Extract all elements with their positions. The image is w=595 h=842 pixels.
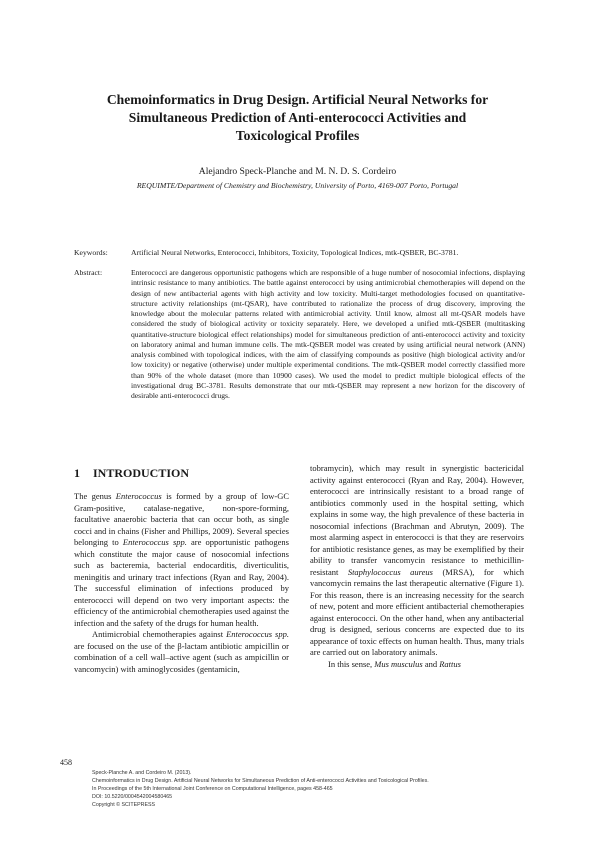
affiliation: REQUIMTE/Department of Chemistry and Biochemistry, University of Porto, 4169-007 Porto, Portugal — [136, 181, 459, 190]
title-line-2: Simultaneous Prediction of Anti-enterococci Activities and — [128, 110, 467, 125]
species-name: Enterococcus spp. — [122, 537, 187, 547]
keywords-label: Keywords: — [74, 248, 108, 257]
species-name: Rattus — [439, 658, 461, 669]
section-title: INTRODUCTION — [93, 466, 190, 480]
title-line-3: Toxicological Profiles — [235, 128, 360, 143]
keywords-text: Artificial Neural Networks, Enterococci, Inhibitors, Toxicity, Topological Indices, mtk-QSBER, BC-3781. — [131, 248, 459, 257]
species-name: Mus musculus — [374, 658, 423, 669]
paragraph: tobramycin), which may result in synergistic bactericidal activity against enterococci (Ryan and Ray, 2004). However, enterococci are intrinsically resistant to a broad range of antibiotics commonly used in the hospital setting, which explains in some way, the high prevalence of these bacteria in nosocomial infections (Brachman and Abrutyn, 2009). The most alarming aspect in enterococci is that they are reservoirs for antibiotic resistance genes, as may be exemplified by their ability to transfer vancomycin resistance to methicillin-resistant Staphylococcus aureus (MRSA), for which vancomycin remains the last therapeutic alternative (Figure 1). For this reason, there is an increasing necessity for the search of new, potent and more efficient antibacterial chemotherapies against enterococci. On the other hand, when any antibacterial drug is designed, serious concerns are expected due to its appearance of toxic effects on human health. Thus, many trials are carried out on laboratory animals. — [310, 463, 524, 657]
footer-line: Chemoinformatics in Drug Design. Artificial Neural Networks for Simultaneous Prediction of Anti-enterococci Activities and Toxicological Profiles. — [92, 778, 429, 784]
paper-title — [60, 91, 535, 145]
footer-line: In Proceedings of the 5th International Joint Conference on Computational Intelligence, pages 458-465 — [92, 786, 333, 792]
paragraph: The genus Enterococcus is formed by a group of low-GC Gram-positive, catalase-negative, non-spore-forming, facultative anaerobic bacteria that can occur both, as single cocci and in chains (Fisher and Phillips, 2009). Several species belonging to Enterococcus spp. are opportunistic pathogens which constitute the major cause of nosocomial infections such as bacteremia, bacterial endocarditis, diverticulitis, meningitis and urinary tract infections (Ryan and Ray, 2004). The successful elimination of infections produced by enterococci will depend on two very important aspects: the efficiency of the antimicrobial chemotherapies used against the infection and the safety of the drugs for human health. — [74, 491, 289, 628]
footer-line: Speck-Planche A. and Cordeiro M. (2013). — [92, 770, 192, 776]
abstract-text: Enterococci are dangerous opportunistic pathogens which are responsible of a huge number of nosocomial infections, displaying intrinsic resistance to many antibiotics. The battle against enterococci by using antimicrobial chemotherapies will depend on the design of new antibacterial agents with high activity and low toxicity. Multi-target methodologies focused on quantitative-structure activity relationships (mt-QSAR), have contributed to rationalize the process of drug discovery, improving the knowledge about the molecular patterns related with antimicrobial activity. Until know, almost all mt-QSAR models have considered the study of biological activity or toxicity separately. Here, we developed a unified mtk-QSBER (multitasking quantitative-structure biological effect relationships) model for simultaneous prediction of anti-enterococci activity and toxicity on laboratory animal and human immune cells. The mtk-QSBER model was created by using artificial neural network (ANN) analysis combined with topological indices, with the aim of classifying compounds as positive (high biological activity and/or low toxicity) or negative (otherwise) under multiple experimental conditions. The mtk-QSBER model correctly classified more than 90% of the whole dataset (more than 10900 cases). We used the model to predict multiple biological effects of the investigational drug BC-3781. Results demonstrate that our mtk-QSBER may represent a new horizon for the discovery of desirable anti-enterococci drugs. — [131, 268, 525, 400]
abstract-label: Abstract: — [74, 268, 103, 277]
authors: Alejandro Speck-Planche and M. N. D. S. Cordeiro — [198, 166, 397, 177]
species-name: Enterococcus spp. — [226, 629, 289, 639]
title-line-1: Chemoinformatics in Drug Design. Artificial Neural Networks for — [106, 92, 489, 107]
footer-line: Copyright © SCITEPRESS — [92, 802, 156, 808]
paragraph: In this sense, Mus musculus and Rattus — [328, 658, 461, 669]
citation-footer — [92, 769, 532, 809]
genus-name: Enterococcus — [115, 491, 162, 501]
page-number: 458 — [60, 758, 72, 767]
section-number: 1 — [74, 466, 80, 480]
footer-line: DOI: 10.5220/0004542004580465 — [92, 794, 173, 800]
body-left-column — [74, 491, 289, 675]
paragraph: Antimicrobial chemotherapies against Enterococcus spp. are focused on the use of the β-lactam antibiotic ampicillin or combination of a cell wall–active agent (such as ampicillin or vancomycin) with aminoglycosides (gentamicin, — [74, 629, 289, 674]
species-name: Staphylococcus aureus — [347, 566, 433, 577]
body-right-column — [310, 463, 524, 670]
